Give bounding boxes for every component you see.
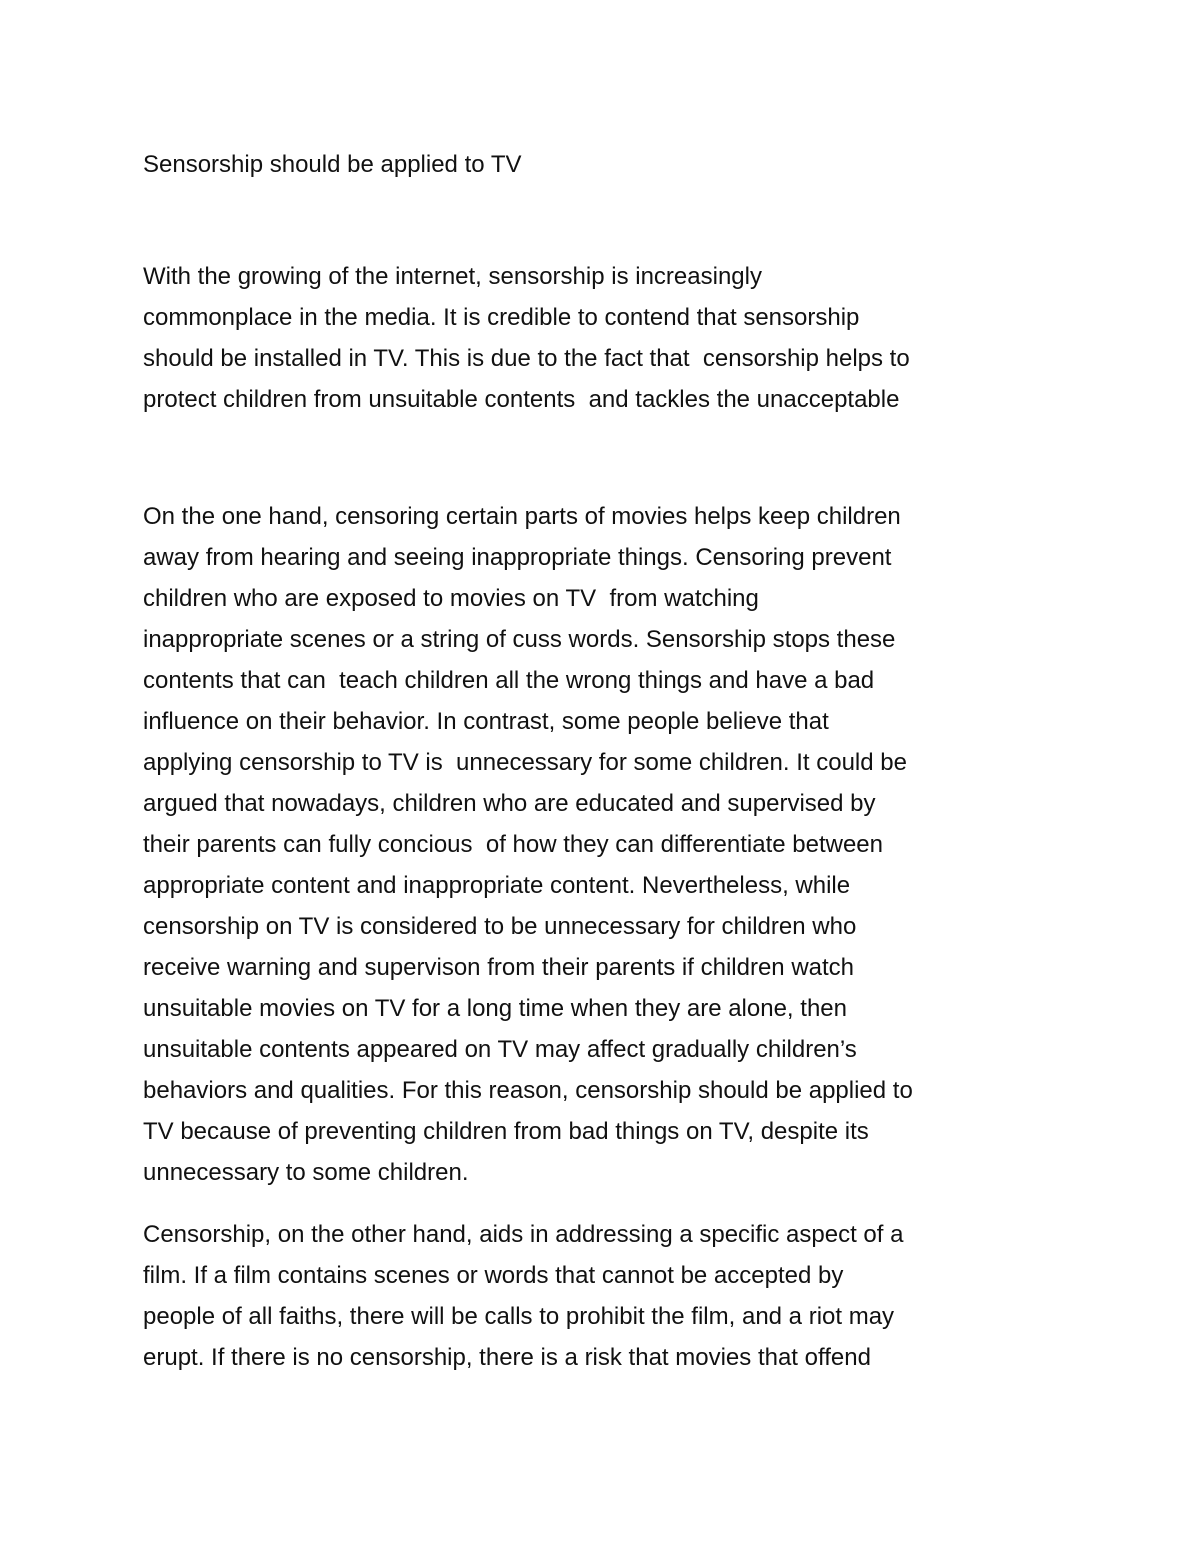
- paragraph-line: influence on their behavior. In contrast, some people believe that: [143, 708, 829, 735]
- paragraph-line: commonplace in the media. It is credible to contend that sensorship: [143, 304, 860, 331]
- intro-paragraph: [143, 256, 1073, 420]
- paragraph-line: behaviors and qualities. For this reason, censorship should be applied to: [143, 1077, 913, 1104]
- paragraph-line: TV because of preventing children from bad things on TV, despite its: [143, 1118, 869, 1145]
- paragraph-line: argued that nowadays, children who are educated and supervised by: [143, 790, 876, 817]
- paragraph-line: protect children from unsuitable contents and tackles the unacceptable: [143, 386, 900, 413]
- body-paragraph-1: [143, 496, 1073, 1193]
- paragraph-line: people of all faiths, there will be calls to prohibit the film, and a riot may: [143, 1303, 895, 1330]
- paragraph-line: unsuitable movies on TV for a long time when they are alone, then: [143, 995, 847, 1022]
- paragraph-line: On the one hand, censoring certain parts of movies helps keep children: [143, 503, 901, 530]
- paragraph-line: Censorship, on the other hand, aids in addressing a specific aspect of a: [143, 1221, 904, 1248]
- body-paragraph-2: [143, 1214, 1073, 1378]
- paragraph-line: With the growing of the internet, sensorship is increasingly: [143, 263, 762, 290]
- paragraph-line: unnecessary to some children.: [143, 1159, 469, 1186]
- paragraph-line: children who are exposed to movies on TV from watching: [143, 585, 759, 612]
- paragraph-line: receive warning and supervison from their parents if children watch: [143, 954, 855, 981]
- paragraph-line: film. If a film contains scenes or words that cannot be accepted by: [143, 1262, 844, 1289]
- paragraph-line: inappropriate scenes or a string of cuss words. Sensorship stops these: [143, 626, 896, 653]
- document-title: [143, 144, 1073, 185]
- paragraph-line: unsuitable contents appeared on TV may affect gradually children’s: [143, 1036, 857, 1063]
- paragraph-line: appropriate content and inappropriate content. Nevertheless, while: [143, 872, 851, 899]
- title-line: Sensorship should be applied to TV: [143, 151, 522, 178]
- paragraph-line: erupt. If there is no censorship, there is a risk that movies that offend: [143, 1344, 871, 1371]
- paragraph-line: away from hearing and seeing inappropriate things. Censoring prevent: [143, 544, 892, 571]
- paragraph-line: their parents can fully concious of how they can differentiate between: [143, 831, 884, 858]
- paragraph-line: should be installed in TV. This is due to the fact that censorship helps to: [143, 345, 910, 372]
- paragraph-line: contents that can teach children all the wrong things and have a bad: [143, 667, 875, 694]
- paragraph-line: applying censorship to TV is unnecessary for some children. It could be: [143, 749, 907, 776]
- paragraph-line: censorship on TV is considered to be unnecessary for children who: [143, 913, 857, 940]
